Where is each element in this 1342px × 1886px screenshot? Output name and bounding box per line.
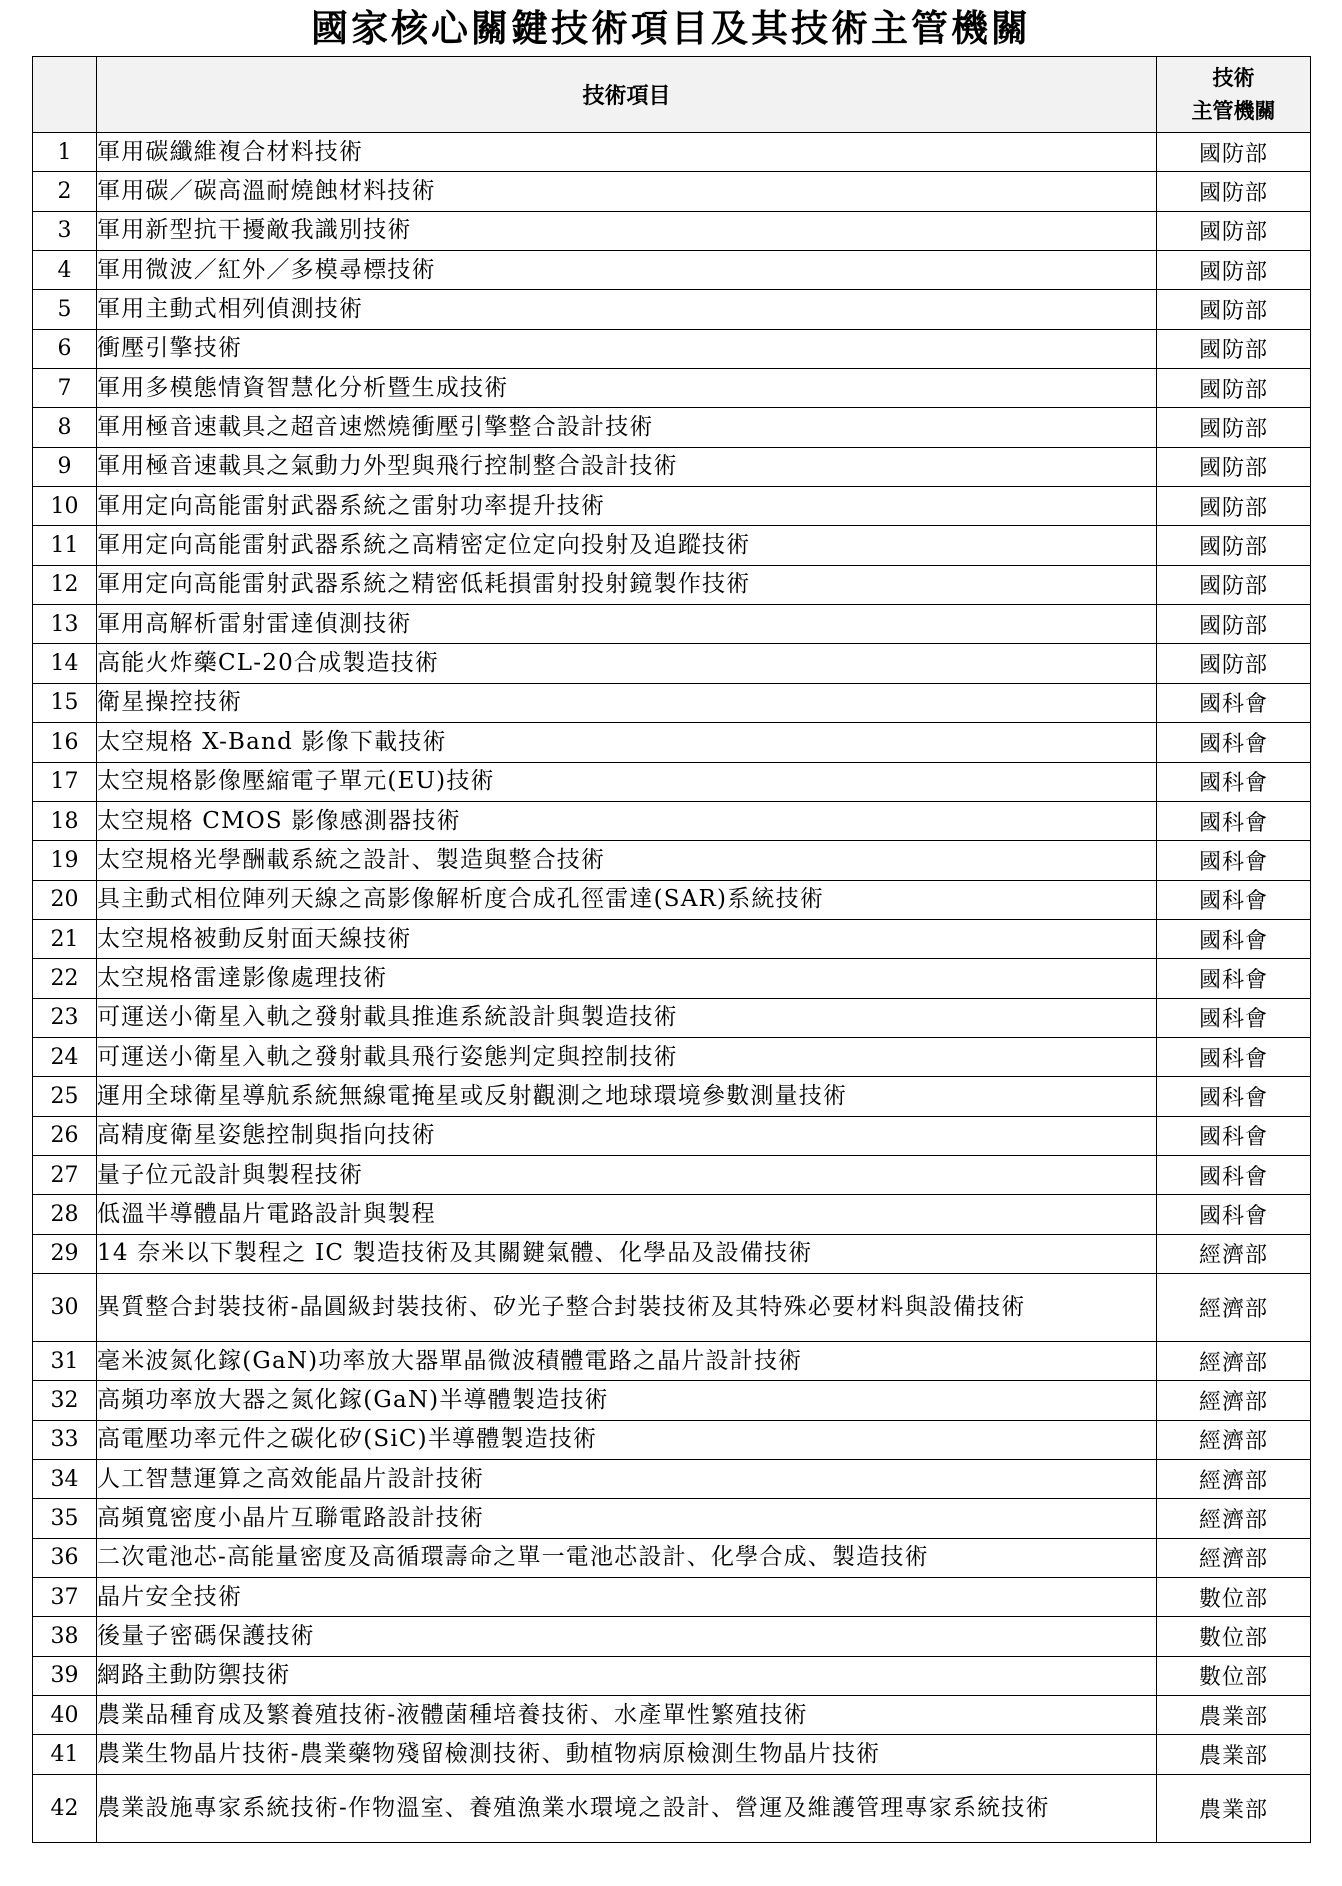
table-row	[33, 526, 1311, 565]
row-agency: 經濟部	[1157, 1381, 1311, 1420]
header-agency-line1: 技術	[1212, 65, 1255, 90]
row-number: 4	[33, 251, 97, 290]
table-row	[33, 1341, 1311, 1380]
row-agency: 經濟部	[1157, 1460, 1311, 1499]
row-number: 8	[33, 408, 97, 447]
table-row	[33, 998, 1311, 1037]
header-agency-cell	[1157, 57, 1311, 133]
row-technology-item: 軍用碳／碳高溫耐燒蝕材料技術	[97, 172, 1157, 211]
row-technology-item: 軍用新型抗干擾敵我識別技術	[97, 211, 1157, 250]
row-technology-item: 軍用微波／紅外／多模尋標技術	[97, 251, 1157, 290]
table-row	[33, 683, 1311, 722]
row-agency: 國防部	[1157, 565, 1311, 604]
row-agency: 國科會	[1157, 723, 1311, 762]
row-number: 10	[33, 487, 97, 526]
table-row	[33, 1195, 1311, 1234]
row-technology-item: 軍用極音速載具之氣動力外型與飛行控制整合設計技術	[97, 447, 1157, 486]
row-technology-item: 人工智慧運算之高效能晶片設計技術	[97, 1460, 1157, 1499]
row-agency: 數位部	[1157, 1656, 1311, 1695]
header-agency-line2: 主管機關	[1191, 98, 1276, 123]
row-agency: 國防部	[1157, 605, 1311, 644]
row-agency: 國科會	[1157, 919, 1311, 958]
row-technology-item: 軍用高解析雷射雷達偵測技術	[97, 605, 1157, 644]
row-technology-item: 軍用多模態情資智慧化分析暨生成技術	[97, 369, 1157, 408]
row-technology-item: 具主動式相位陣列天線之高影像解析度合成孔徑雷達(SAR)系統技術	[97, 880, 1157, 919]
row-technology-item: 軍用主動式相列偵測技術	[97, 290, 1157, 329]
row-number: 40	[33, 1696, 97, 1735]
row-agency: 國科會	[1157, 1077, 1311, 1116]
row-agency: 國防部	[1157, 290, 1311, 329]
table-row	[33, 919, 1311, 958]
table-row	[33, 801, 1311, 840]
row-technology-item: 衛星操控技術	[97, 683, 1157, 722]
table-row	[33, 1774, 1311, 1842]
row-technology-item: 太空規格被動反射面天線技術	[97, 919, 1157, 958]
row-technology-item: 軍用定向高能雷射武器系統之精密低耗損雷射投射鏡製作技術	[97, 565, 1157, 604]
row-technology-item: 太空規格影像壓縮電子單元(EU)技術	[97, 762, 1157, 801]
row-agency: 數位部	[1157, 1578, 1311, 1617]
row-technology-item: 14 奈米以下製程之 IC 製造技術及其關鍵氣體、化學品及設備技術	[97, 1234, 1157, 1273]
row-number: 29	[33, 1234, 97, 1273]
table-row	[33, 172, 1311, 211]
row-number: 7	[33, 369, 97, 408]
table-row	[33, 1234, 1311, 1273]
row-technology-item: 太空規格 CMOS 影像感測器技術	[97, 801, 1157, 840]
row-agency: 經濟部	[1157, 1420, 1311, 1459]
row-technology-item: 高能火炸藥CL-20合成製造技術	[97, 644, 1157, 683]
row-technology-item: 軍用碳纖維複合材料技術	[97, 133, 1157, 172]
row-number: 36	[33, 1538, 97, 1577]
row-number: 11	[33, 526, 97, 565]
table-row	[33, 329, 1311, 368]
row-number: 38	[33, 1617, 97, 1656]
table-row	[33, 1273, 1311, 1341]
table-row	[33, 880, 1311, 919]
row-agency: 國科會	[1157, 1116, 1311, 1155]
table-body	[33, 133, 1311, 1843]
row-number: 41	[33, 1735, 97, 1774]
row-agency: 經濟部	[1157, 1234, 1311, 1273]
table-row	[33, 1460, 1311, 1499]
table-row	[33, 487, 1311, 526]
row-agency: 經濟部	[1157, 1273, 1311, 1341]
table-row	[33, 133, 1311, 172]
row-agency: 農業部	[1157, 1696, 1311, 1735]
table-row	[33, 1420, 1311, 1459]
table-row	[33, 1116, 1311, 1155]
row-number: 32	[33, 1381, 97, 1420]
row-agency: 國防部	[1157, 447, 1311, 486]
row-technology-item: 太空規格光學酬載系統之設計、製造與整合技術	[97, 841, 1157, 880]
row-number: 5	[33, 290, 97, 329]
table-row	[33, 1077, 1311, 1116]
row-agency: 國科會	[1157, 1155, 1311, 1194]
row-technology-item: 毫米波氮化鎵(GaN)功率放大器單晶微波積體電路之晶片設計技術	[97, 1341, 1157, 1380]
row-agency: 國防部	[1157, 408, 1311, 447]
row-agency: 國科會	[1157, 801, 1311, 840]
row-technology-item: 太空規格雷達影像處理技術	[97, 959, 1157, 998]
row-number: 16	[33, 723, 97, 762]
row-technology-item: 農業品種育成及繁養殖技術-液體菌種培養技術、水產單性繁殖技術	[97, 1696, 1157, 1735]
row-number: 34	[33, 1460, 97, 1499]
table-row	[33, 369, 1311, 408]
table-row	[33, 1617, 1311, 1656]
row-technology-item: 高頻功率放大器之氮化鎵(GaN)半導體製造技術	[97, 1381, 1157, 1420]
technology-table	[32, 56, 1311, 1843]
row-agency: 國防部	[1157, 526, 1311, 565]
row-agency: 經濟部	[1157, 1499, 1311, 1538]
row-number: 37	[33, 1578, 97, 1617]
row-agency: 國科會	[1157, 1037, 1311, 1076]
table-row	[33, 565, 1311, 604]
row-agency: 經濟部	[1157, 1341, 1311, 1380]
row-agency: 國防部	[1157, 251, 1311, 290]
row-technology-item: 軍用極音速載具之超音速燃燒衝壓引擎整合設計技術	[97, 408, 1157, 447]
table-row	[33, 1381, 1311, 1420]
row-number: 35	[33, 1499, 97, 1538]
table-row	[33, 1538, 1311, 1577]
row-agency: 國科會	[1157, 1195, 1311, 1234]
table-row	[33, 211, 1311, 250]
row-technology-item: 高電壓功率元件之碳化矽(SiC)半導體製造技術	[97, 1420, 1157, 1459]
row-agency: 國科會	[1157, 841, 1311, 880]
header-item-cell: 技術項目	[97, 57, 1157, 133]
row-number: 27	[33, 1155, 97, 1194]
row-number: 12	[33, 565, 97, 604]
row-technology-item: 太空規格 X-Band 影像下載技術	[97, 723, 1157, 762]
row-technology-item: 後量子密碼保護技術	[97, 1617, 1157, 1656]
row-technology-item: 可運送小衛星入軌之發射載具飛行姿態判定與控制技術	[97, 1037, 1157, 1076]
row-agency: 國防部	[1157, 172, 1311, 211]
table-row	[33, 959, 1311, 998]
row-number: 14	[33, 644, 97, 683]
row-agency: 國科會	[1157, 683, 1311, 722]
row-number: 6	[33, 329, 97, 368]
row-technology-item: 高精度衛星姿態控制與指向技術	[97, 1116, 1157, 1155]
row-agency: 國科會	[1157, 880, 1311, 919]
row-number: 20	[33, 880, 97, 919]
row-number: 21	[33, 919, 97, 958]
table-row	[33, 290, 1311, 329]
row-number: 13	[33, 605, 97, 644]
row-technology-item: 量子位元設計與製程技術	[97, 1155, 1157, 1194]
row-number: 30	[33, 1273, 97, 1341]
row-technology-item: 農業設施專家系統技術-作物溫室、養殖漁業水環境之設計、營運及維護管理專家系統技術	[97, 1774, 1157, 1842]
table-row	[33, 1578, 1311, 1617]
row-number: 39	[33, 1656, 97, 1695]
row-number: 15	[33, 683, 97, 722]
table-row	[33, 762, 1311, 801]
row-agency: 農業部	[1157, 1774, 1311, 1842]
table-row	[33, 723, 1311, 762]
row-technology-item: 二次電池芯-高能量密度及高循環壽命之單一電池芯設計、化學合成、製造技術	[97, 1538, 1157, 1577]
row-agency: 國防部	[1157, 369, 1311, 408]
row-agency: 國防部	[1157, 211, 1311, 250]
row-number: 18	[33, 801, 97, 840]
table-row	[33, 644, 1311, 683]
row-agency: 數位部	[1157, 1617, 1311, 1656]
row-number: 25	[33, 1077, 97, 1116]
row-number: 9	[33, 447, 97, 486]
row-number: 1	[33, 133, 97, 172]
table-row	[33, 841, 1311, 880]
table-row	[33, 1696, 1311, 1735]
table-row	[33, 1499, 1311, 1538]
row-agency: 農業部	[1157, 1735, 1311, 1774]
row-agency: 國防部	[1157, 644, 1311, 683]
table-row	[33, 1037, 1311, 1076]
row-technology-item: 農業生物晶片技術-農業藥物殘留檢測技術、動植物病原檢測生物晶片技術	[97, 1735, 1157, 1774]
row-technology-item: 運用全球衛星導航系統無線電掩星或反射觀測之地球環境參數測量技術	[97, 1077, 1157, 1116]
row-agency: 國防部	[1157, 487, 1311, 526]
header-number-cell	[33, 57, 97, 133]
table-row	[33, 605, 1311, 644]
row-number: 31	[33, 1341, 97, 1380]
row-number: 42	[33, 1774, 97, 1842]
row-number: 26	[33, 1116, 97, 1155]
table-row	[33, 251, 1311, 290]
row-technology-item: 網路主動防禦技術	[97, 1656, 1157, 1695]
row-number: 33	[33, 1420, 97, 1459]
row-agency: 國科會	[1157, 762, 1311, 801]
row-technology-item: 低溫半導體晶片電路設計與製程	[97, 1195, 1157, 1234]
row-technology-item: 可運送小衛星入軌之發射載具推進系統設計與製造技術	[97, 998, 1157, 1037]
row-technology-item: 異質整合封裝技術-晶圓級封裝技術、矽光子整合封裝技術及其特殊必要材料與設備技術	[97, 1273, 1157, 1341]
table-row	[33, 1735, 1311, 1774]
row-agency: 國防部	[1157, 133, 1311, 172]
table-header-row	[33, 57, 1311, 133]
row-agency: 國科會	[1157, 998, 1311, 1037]
table-row	[33, 408, 1311, 447]
row-technology-item: 衝壓引擎技術	[97, 329, 1157, 368]
table-row	[33, 1656, 1311, 1695]
row-technology-item: 軍用定向高能雷射武器系統之高精密定位定向投射及追蹤技術	[97, 526, 1157, 565]
row-number: 2	[33, 172, 97, 211]
row-number: 3	[33, 211, 97, 250]
row-number: 23	[33, 998, 97, 1037]
row-agency: 經濟部	[1157, 1538, 1311, 1577]
row-number: 24	[33, 1037, 97, 1076]
row-agency: 國防部	[1157, 329, 1311, 368]
page-title: 國家核心關鍵技術項目及其技術主管機關	[311, 7, 1031, 50]
row-technology-item: 軍用定向高能雷射武器系統之雷射功率提升技術	[97, 487, 1157, 526]
table-row	[33, 1155, 1311, 1194]
row-technology-item: 晶片安全技術	[97, 1578, 1157, 1617]
row-number: 19	[33, 841, 97, 880]
row-number: 28	[33, 1195, 97, 1234]
row-number: 17	[33, 762, 97, 801]
row-number: 22	[33, 959, 97, 998]
row-agency: 國科會	[1157, 959, 1311, 998]
table-row	[33, 447, 1311, 486]
row-technology-item: 高頻寬密度小晶片互聯電路設計技術	[97, 1499, 1157, 1538]
